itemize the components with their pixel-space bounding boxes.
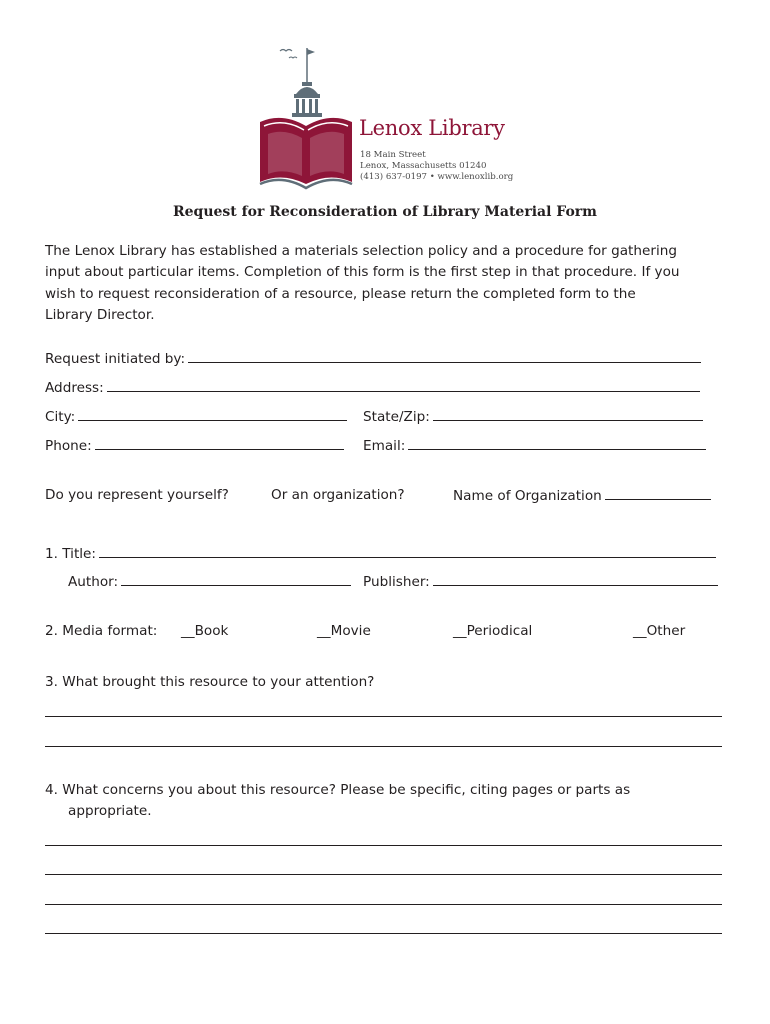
library-name: Lenox Library — [359, 116, 505, 140]
library-building-book-icon — [256, 44, 356, 190]
q1-title-field[interactable] — [99, 544, 716, 558]
q1-publisher-field[interactable] — [433, 572, 718, 586]
represent-organization-label[interactable]: Or an organization? — [271, 487, 405, 503]
library-city: Lenox, Massachusetts 01240 — [360, 161, 487, 171]
city-field[interactable] — [78, 407, 347, 421]
q2-option-book[interactable]: __Book — [181, 623, 229, 639]
city-label: City: — [45, 409, 76, 425]
q1-publisher-row — [363, 572, 718, 591]
q3-answer-line[interactable] — [45, 716, 722, 717]
q4-label: 4. What concerns you about this resource? Please be specific, citing pages or parts as — [45, 782, 631, 798]
q4-answer-line[interactable] — [45, 904, 722, 905]
intro-line: wish to request reconsideration of a resource, please return the completed form to the — [45, 285, 636, 302]
email-label: Email: — [363, 438, 406, 454]
library-contact: (413) 637-0197 • www.lenoxlib.org — [360, 172, 514, 182]
q4-label-continued: appropriate. — [68, 803, 152, 819]
address-row — [45, 378, 700, 397]
q4-answer-line[interactable] — [45, 933, 722, 934]
intro-line: Library Director. — [45, 307, 155, 324]
q2-option-movie[interactable]: __Movie — [317, 623, 371, 639]
phone-row — [45, 436, 344, 455]
intro-line: input about particular items. Completion of this form is the first step in that procedure. If you — [45, 264, 680, 281]
request-initiated-row — [45, 349, 701, 368]
organization-name-label: Name of Organization — [453, 488, 602, 504]
q3-answer-line[interactable] — [45, 746, 722, 747]
library-logo — [256, 44, 516, 190]
state-zip-field[interactable] — [433, 407, 703, 421]
form-title: Request for Reconsideration of Library Material Form — [173, 204, 597, 220]
q1-author-row — [68, 572, 351, 591]
q1-author-label: Author: — [68, 574, 119, 590]
represent-yourself-label[interactable]: Do you represent yourself? — [45, 487, 229, 503]
address-field[interactable] — [107, 378, 700, 392]
city-row — [45, 407, 347, 426]
q3-label: 3. What brought this resource to your attention? — [45, 674, 375, 690]
q4-answer-line[interactable] — [45, 874, 722, 875]
request-initiated-label: Request initiated by: — [45, 351, 186, 367]
phone-label: Phone: — [45, 438, 92, 454]
intro-line: The Lenox Library has established a materials selection policy and a procedure for gathering — [45, 243, 677, 259]
q2-option-other[interactable]: __Other — [633, 623, 686, 639]
state-zip-label: State/Zip: — [363, 409, 430, 425]
q2-media-format-label: 2. Media format: — [45, 623, 158, 639]
email-row — [363, 436, 706, 455]
request-initiated-field[interactable] — [188, 349, 701, 363]
email-field[interactable] — [408, 436, 706, 450]
q2-option-periodical[interactable]: __Periodical — [453, 623, 533, 639]
library-street: 18 Main Street — [360, 150, 426, 160]
state-zip-row — [363, 407, 703, 426]
address-label: Address: — [45, 380, 104, 396]
organization-name-row — [453, 486, 711, 505]
q4-answer-line[interactable] — [45, 845, 722, 846]
q1-publisher-label: Publisher: — [363, 574, 430, 590]
q1-title-label: 1. Title: — [45, 546, 97, 562]
q1-author-field[interactable] — [121, 572, 351, 586]
intro-paragraph — [45, 241, 715, 327]
phone-field[interactable] — [95, 436, 344, 450]
organization-name-field[interactable] — [605, 486, 711, 500]
q1-title-row — [45, 544, 716, 563]
